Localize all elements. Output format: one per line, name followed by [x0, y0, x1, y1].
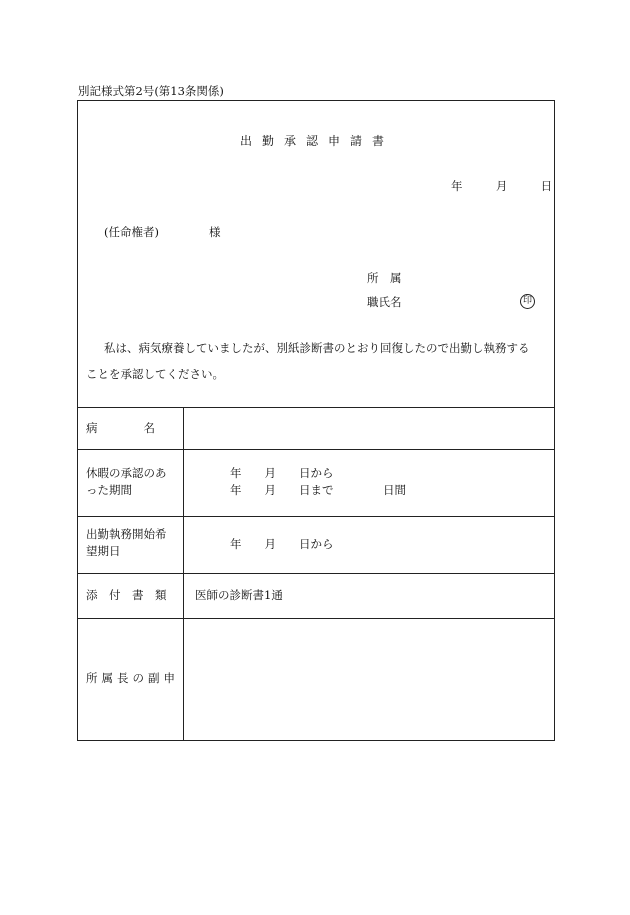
leave-period-days[interactable]: 日間 — [383, 483, 406, 497]
attachments-label: 添 付 書 類 — [86, 588, 167, 602]
application-form — [77, 100, 555, 741]
table-top-line — [78, 407, 554, 408]
row-divider — [78, 449, 554, 450]
leave-period-from[interactable]: 年 月 日から — [230, 466, 334, 480]
start-date-field[interactable]: 年 月 日から — [230, 537, 334, 551]
form-title: 出勤承認申請書 — [239, 134, 394, 148]
body-text-line1: 私は、病気療養していましたが、別紙診断書のとおり回復したので出勤し執務する — [104, 341, 530, 355]
seal-mark: 印 — [520, 294, 535, 309]
leave-period-to[interactable]: 年 月 日まで — [230, 483, 334, 497]
form-number-label: 別記様式第2号(第13条関係) — [78, 84, 224, 98]
leave-period-label-line2: った期間 — [86, 483, 132, 497]
addressee: (任命権者) — [104, 225, 159, 239]
row-divider — [78, 618, 554, 619]
date-day: 日 — [540, 179, 553, 193]
attachments-field[interactable]: 医師の診断書1通 — [195, 588, 283, 602]
date-month: 月 — [495, 179, 508, 193]
row-divider — [78, 516, 554, 517]
applicant-dept-label: 所 属 — [367, 271, 402, 285]
date-line — [451, 181, 552, 193]
leave-period-label-line1: 休暇の承認のあ — [86, 466, 167, 480]
column-divider — [183, 407, 184, 741]
start-date-label-line1: 出勤執務開始希 — [86, 527, 167, 541]
disease-label: 病 名 — [86, 421, 155, 435]
applicant-name-label: 職氏名 — [367, 295, 402, 309]
date-year: 年 — [451, 179, 463, 193]
body-text-line2: ことを承認してください。 — [86, 367, 224, 381]
supervisor-comment-label: 所属長の副申 — [86, 671, 179, 685]
start-date-label-line2: 望期日 — [86, 544, 121, 558]
addressee-suffix: 様 — [209, 225, 221, 239]
row-divider — [78, 573, 554, 574]
